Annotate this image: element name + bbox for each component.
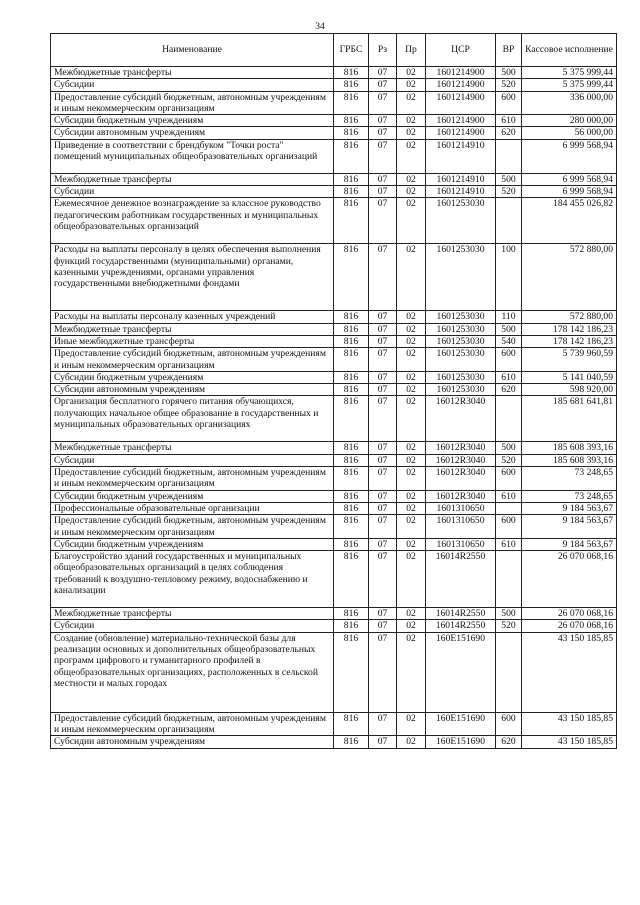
cell-vr: 610 xyxy=(496,371,522,383)
cell-grbs: 816 xyxy=(334,454,369,466)
cell-grbs: 816 xyxy=(334,490,369,502)
table-row xyxy=(51,515,617,539)
cell-csr: 1601310650 xyxy=(426,502,496,514)
table-row xyxy=(51,551,617,608)
cell-vr: 610 xyxy=(496,115,522,127)
table-row xyxy=(51,127,617,139)
cell-grbs: 816 xyxy=(334,115,369,127)
cell-rz: 07 xyxy=(369,348,397,372)
cell-rz: 07 xyxy=(369,620,397,632)
cell-grbs: 816 xyxy=(334,515,369,539)
cell-grbs: 816 xyxy=(334,91,369,115)
table-row xyxy=(51,608,617,620)
cell-exec: 5 375 999,44 xyxy=(522,67,617,79)
cell-grbs: 816 xyxy=(334,632,369,712)
cell-vr: 620 xyxy=(496,127,522,139)
cell-pr: 02 xyxy=(397,335,426,347)
cell-vr: 600 xyxy=(496,348,522,372)
cell-grbs: 816 xyxy=(334,620,369,632)
cell-rz: 07 xyxy=(369,490,397,502)
cell-name: Субсидии автономным учреждениям xyxy=(51,127,334,139)
table-row xyxy=(51,91,617,115)
table-row xyxy=(51,384,617,396)
cell-rz: 07 xyxy=(369,198,397,244)
header-pr: Пр xyxy=(397,34,426,67)
cell-pr: 02 xyxy=(397,384,426,396)
cell-rz: 07 xyxy=(369,244,397,311)
cell-grbs: 816 xyxy=(334,198,369,244)
cell-exec: 184 455 026,82 xyxy=(522,198,617,244)
cell-pr: 02 xyxy=(397,244,426,311)
cell-grbs: 816 xyxy=(334,139,369,173)
table-row xyxy=(51,538,617,550)
cell-csr: 1601214910 xyxy=(426,173,496,185)
table-row xyxy=(51,454,617,466)
cell-exec: 9 184 563,67 xyxy=(522,502,617,514)
cell-vr: 600 xyxy=(496,91,522,115)
cell-grbs: 816 xyxy=(334,79,369,91)
cell-vr: 610 xyxy=(496,538,522,550)
cell-name: Иные межбюджетные трансферты xyxy=(51,335,334,347)
cell-name: Субсидии xyxy=(51,79,334,91)
cell-vr: 600 xyxy=(496,515,522,539)
cell-rz: 07 xyxy=(369,371,397,383)
cell-exec: 336 000,00 xyxy=(522,91,617,115)
cell-grbs: 816 xyxy=(334,244,369,311)
cell-name: Субсидии бюджетным учреждениям xyxy=(51,490,334,502)
cell-exec: 26 070 068,16 xyxy=(522,608,617,620)
table-row xyxy=(51,736,617,748)
cell-pr: 02 xyxy=(397,502,426,514)
cell-grbs: 816 xyxy=(334,173,369,185)
cell-exec: 572 880,00 xyxy=(522,311,617,323)
cell-rz: 07 xyxy=(369,311,397,323)
header-rz: Рз xyxy=(369,34,397,67)
cell-vr: 620 xyxy=(496,736,522,748)
cell-vr: 100 xyxy=(496,244,522,311)
cell-exec: 43 150 185,85 xyxy=(522,712,617,736)
cell-exec: 178 142 186,23 xyxy=(522,323,617,335)
cell-pr: 02 xyxy=(397,91,426,115)
cell-csr: 1601214910 xyxy=(426,186,496,198)
cell-csr: 1601253030 xyxy=(426,311,496,323)
cell-grbs: 816 xyxy=(334,712,369,736)
cell-grbs: 816 xyxy=(334,608,369,620)
cell-pr: 02 xyxy=(397,620,426,632)
cell-pr: 02 xyxy=(397,608,426,620)
cell-name: Межбюджетные трансферты xyxy=(51,608,334,620)
cell-csr: 160E151690 xyxy=(426,736,496,748)
cell-pr: 02 xyxy=(397,173,426,185)
cell-name: Субсидии xyxy=(51,620,334,632)
cell-pr: 02 xyxy=(397,538,426,550)
cell-csr: 1601253030 xyxy=(426,244,496,311)
cell-name: Предоставление субсидий бюджетным, автономным учреждениям и иным некоммерческим организациям xyxy=(51,467,334,491)
cell-csr: 16014R2550 xyxy=(426,608,496,620)
cell-csr: 16012R3040 xyxy=(426,490,496,502)
cell-csr: 16012R3040 xyxy=(426,442,496,454)
cell-csr: 1601214900 xyxy=(426,79,496,91)
cell-csr: 1601253030 xyxy=(426,348,496,372)
cell-name: Субсидии бюджетным учреждениям xyxy=(51,538,334,550)
cell-exec: 43 150 185,85 xyxy=(522,736,617,748)
cell-exec: 280 000,00 xyxy=(522,115,617,127)
cell-exec: 572 880,00 xyxy=(522,244,617,311)
cell-vr: 600 xyxy=(496,467,522,491)
cell-exec: 6 999 568,94 xyxy=(522,186,617,198)
cell-name: Ежемесячное денежное вознаграждение за классное руководство педагогическим работникам государственных и муниципальных общеобразовательных организаций xyxy=(51,198,334,244)
cell-rz: 07 xyxy=(369,551,397,608)
cell-vr: 610 xyxy=(496,490,522,502)
cell-exec: 5 141 040,59 xyxy=(522,371,617,383)
cell-rz: 07 xyxy=(369,186,397,198)
header-grbs: ГРБС xyxy=(334,34,369,67)
cell-rz: 07 xyxy=(369,467,397,491)
cell-grbs: 816 xyxy=(334,502,369,514)
cell-csr: 1601253030 xyxy=(426,198,496,244)
cell-rz: 07 xyxy=(369,608,397,620)
cell-csr: 1601214900 xyxy=(426,67,496,79)
cell-rz: 07 xyxy=(369,67,397,79)
cell-csr: 1601310650 xyxy=(426,515,496,539)
cell-rz: 07 xyxy=(369,502,397,514)
cell-pr: 02 xyxy=(397,632,426,712)
cell-pr: 02 xyxy=(397,396,426,442)
cell-rz: 07 xyxy=(369,712,397,736)
cell-pr: 02 xyxy=(397,67,426,79)
cell-exec: 5 375 999,44 xyxy=(522,79,617,91)
cell-name: Профессиональные образовательные организации xyxy=(51,502,334,514)
cell-exec: 6 999 568,94 xyxy=(522,139,617,173)
cell-csr: 1601253030 xyxy=(426,384,496,396)
cell-rz: 07 xyxy=(369,139,397,173)
cell-rz: 07 xyxy=(369,442,397,454)
cell-name: Расходы на выплаты персоналу казенных учреждений xyxy=(51,311,334,323)
cell-vr: 500 xyxy=(496,67,522,79)
cell-vr: 520 xyxy=(496,620,522,632)
cell-vr: 520 xyxy=(496,79,522,91)
table-row xyxy=(51,173,617,185)
cell-name: Межбюджетные трансферты xyxy=(51,442,334,454)
cell-vr: 500 xyxy=(496,173,522,185)
cell-grbs: 816 xyxy=(334,67,369,79)
cell-vr xyxy=(496,632,522,712)
cell-pr: 02 xyxy=(397,442,426,454)
cell-vr xyxy=(496,198,522,244)
cell-grbs: 816 xyxy=(334,736,369,748)
cell-vr: 500 xyxy=(496,323,522,335)
cell-csr: 1601253030 xyxy=(426,335,496,347)
cell-exec: 26 070 068,16 xyxy=(522,620,617,632)
cell-rz: 07 xyxy=(369,454,397,466)
cell-pr: 02 xyxy=(397,348,426,372)
cell-name: Предоставление субсидий бюджетным, автономным учреждениям и иным некоммерческим организациям xyxy=(51,712,334,736)
table-row xyxy=(51,396,617,442)
cell-grbs: 816 xyxy=(334,396,369,442)
cell-rz: 07 xyxy=(369,396,397,442)
cell-csr: 1601253030 xyxy=(426,371,496,383)
cell-name: Предоставление субсидий бюджетным, автономным учреждениям и иным некоммерческим организациям xyxy=(51,348,334,372)
table-row xyxy=(51,490,617,502)
table-body xyxy=(51,67,617,749)
cell-grbs: 816 xyxy=(334,323,369,335)
cell-exec: 598 920,00 xyxy=(522,384,617,396)
page-number: 34 xyxy=(315,22,325,32)
table-row xyxy=(51,371,617,383)
table-row xyxy=(51,712,617,736)
table-row xyxy=(51,467,617,491)
cell-pr: 02 xyxy=(397,371,426,383)
table-row xyxy=(51,79,617,91)
cell-vr xyxy=(496,396,522,442)
cell-vr xyxy=(496,502,522,514)
cell-name: Межбюджетные трансферты xyxy=(51,67,334,79)
table-row xyxy=(51,198,617,244)
cell-rz: 07 xyxy=(369,538,397,550)
cell-vr: 110 xyxy=(496,311,522,323)
cell-name: Субсидии автономным учреждениям xyxy=(51,736,334,748)
cell-rz: 07 xyxy=(369,173,397,185)
table-row xyxy=(51,335,617,347)
cell-exec: 73 248,65 xyxy=(522,490,617,502)
cell-name: Субсидии бюджетным учреждениям xyxy=(51,115,334,127)
cell-rz: 07 xyxy=(369,79,397,91)
table-row xyxy=(51,442,617,454)
cell-vr: 520 xyxy=(496,454,522,466)
cell-csr: 1601214900 xyxy=(426,115,496,127)
cell-pr: 02 xyxy=(397,186,426,198)
cell-vr: 540 xyxy=(496,335,522,347)
cell-pr: 02 xyxy=(397,712,426,736)
cell-exec: 9 184 563,67 xyxy=(522,538,617,550)
cell-grbs: 816 xyxy=(334,348,369,372)
cell-rz: 07 xyxy=(369,127,397,139)
cell-csr: 1601214900 xyxy=(426,127,496,139)
cell-name: Приведение в соответствии с брендбуком "Точки роста" помещений муниципальных общеобразовательных организаций xyxy=(51,139,334,173)
budget-table xyxy=(50,33,617,749)
cell-name: Благоустройство зданий государственных и муниципальных общеобразовательных организаций в целях соблюдения требований к воздушно-тепловому режиму, водоснабжению и канализации xyxy=(51,551,334,608)
cell-vr: 620 xyxy=(496,384,522,396)
cell-name: Субсидии автономным учреждениям xyxy=(51,384,334,396)
cell-rz: 07 xyxy=(369,515,397,539)
table-row xyxy=(51,115,617,127)
cell-name: Расходы на выплаты персоналу в целях обеспечения выполнения функций государственными (муниципальными) органами, казенными учреждениями, органами управления государственными внебюджетными фондами xyxy=(51,244,334,311)
cell-grbs: 816 xyxy=(334,551,369,608)
cell-name: Субсидии бюджетным учреждениям xyxy=(51,371,334,383)
cell-csr: 16014R2550 xyxy=(426,551,496,608)
cell-vr: 600 xyxy=(496,712,522,736)
cell-exec: 26 070 068,16 xyxy=(522,551,617,608)
table-row xyxy=(51,186,617,198)
cell-pr: 02 xyxy=(397,79,426,91)
cell-exec: 6 999 568,94 xyxy=(522,173,617,185)
cell-pr: 02 xyxy=(397,198,426,244)
cell-pr: 02 xyxy=(397,551,426,608)
cell-name: Создание (обновление) материально-технической базы для реализации основных и дополнительных общеобразовательных программ цифрового и гуманитарного профилей в общеобразовательных организациях, расположенных в сельской местности и малых городах xyxy=(51,632,334,712)
cell-exec: 185 608 393,16 xyxy=(522,442,617,454)
header-row xyxy=(51,34,617,67)
table-row xyxy=(51,67,617,79)
cell-csr: 16012R3040 xyxy=(426,467,496,491)
table-row xyxy=(51,139,617,173)
cell-pr: 02 xyxy=(397,515,426,539)
cell-exec: 185 608 393,16 xyxy=(522,454,617,466)
cell-exec: 43 150 185,85 xyxy=(522,632,617,712)
cell-exec: 185 681 641,81 xyxy=(522,396,617,442)
cell-pr: 02 xyxy=(397,139,426,173)
header-name: Наименование xyxy=(51,34,334,67)
cell-csr: 16012R3040 xyxy=(426,396,496,442)
cell-pr: 02 xyxy=(397,127,426,139)
cell-exec: 9 184 563,67 xyxy=(522,515,617,539)
cell-name: Предоставление субсидий бюджетным, автономным учреждениям и иным некоммерческим организациям xyxy=(51,91,334,115)
cell-csr: 160E151690 xyxy=(426,632,496,712)
header-exec: Кассовое исполнение xyxy=(522,34,617,67)
cell-vr: 520 xyxy=(496,186,522,198)
cell-pr: 02 xyxy=(397,467,426,491)
table-row xyxy=(51,348,617,372)
cell-name: Субсидии xyxy=(51,454,334,466)
cell-pr: 02 xyxy=(397,311,426,323)
cell-exec: 178 142 186,23 xyxy=(522,335,617,347)
cell-grbs: 816 xyxy=(334,538,369,550)
header-vr: ВР xyxy=(496,34,522,67)
cell-name: Предоставление субсидий бюджетным, автономным учреждениям и иным некоммерческим организациям xyxy=(51,515,334,539)
cell-rz: 07 xyxy=(369,91,397,115)
cell-rz: 07 xyxy=(369,384,397,396)
cell-rz: 07 xyxy=(369,736,397,748)
table-row xyxy=(51,502,617,514)
cell-pr: 02 xyxy=(397,736,426,748)
cell-csr: 1601253030 xyxy=(426,323,496,335)
cell-rz: 07 xyxy=(369,323,397,335)
cell-exec: 5 739 960,59 xyxy=(522,348,617,372)
cell-grbs: 816 xyxy=(334,311,369,323)
cell-rz: 07 xyxy=(369,335,397,347)
cell-pr: 02 xyxy=(397,115,426,127)
table-row xyxy=(51,620,617,632)
cell-grbs: 816 xyxy=(334,467,369,491)
cell-vr: 500 xyxy=(496,608,522,620)
cell-csr: 16012R3040 xyxy=(426,454,496,466)
cell-name: Организация бесплатного горячего питания обучающихся, получающих начальное общее образование в государственных и муниципальных образовательных организациях xyxy=(51,396,334,442)
table-row xyxy=(51,632,617,712)
cell-name: Субсидии xyxy=(51,186,334,198)
cell-pr: 02 xyxy=(397,454,426,466)
cell-exec: 73 248,65 xyxy=(522,467,617,491)
cell-csr: 1601214910 xyxy=(426,139,496,173)
cell-vr: 500 xyxy=(496,442,522,454)
cell-pr: 02 xyxy=(397,490,426,502)
cell-csr: 16014R2550 xyxy=(426,620,496,632)
cell-grbs: 816 xyxy=(334,335,369,347)
cell-csr: 160E151690 xyxy=(426,712,496,736)
cell-vr xyxy=(496,551,522,608)
cell-grbs: 816 xyxy=(334,371,369,383)
cell-rz: 07 xyxy=(369,632,397,712)
cell-csr: 1601310650 xyxy=(426,538,496,550)
cell-pr: 02 xyxy=(397,323,426,335)
cell-name: Межбюджетные трансферты xyxy=(51,323,334,335)
cell-exec: 56 000,00 xyxy=(522,127,617,139)
cell-grbs: 816 xyxy=(334,442,369,454)
header-csr: ЦСР xyxy=(426,34,496,67)
cell-csr: 1601214900 xyxy=(426,91,496,115)
cell-vr xyxy=(496,139,522,173)
cell-rz: 07 xyxy=(369,115,397,127)
table-row xyxy=(51,244,617,311)
cell-grbs: 816 xyxy=(334,186,369,198)
table-row xyxy=(51,323,617,335)
cell-grbs: 816 xyxy=(334,127,369,139)
cell-grbs: 816 xyxy=(334,384,369,396)
table-row xyxy=(51,311,617,323)
cell-name: Межбюджетные трансферты xyxy=(51,173,334,185)
